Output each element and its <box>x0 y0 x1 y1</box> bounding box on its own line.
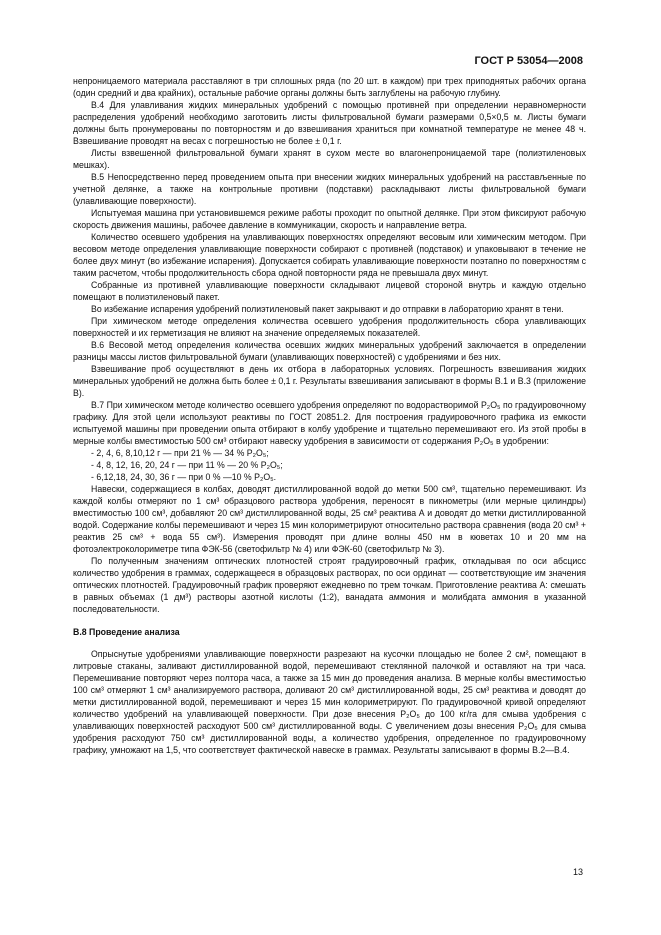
paragraph: В.6 Весовой метод определения количества осевших жидких минеральных удобрений заключается в определении разницы массы листов фильтровальной бумаги (улавливающих поверхностей) с удобрениями и без них. <box>73 340 586 362</box>
document-body <box>73 75 586 756</box>
paragraph: В.4 Для улавливания жидких минеральных удобрений с помощью противней при определении неравномерности распределения удобрений необходимо заготовить листы фильтровальной бумаги размерами 0,5×0,5 м. Листы бумаги должны быть пронумерованы по повторностям и до взвешивания храниться при комнатной температуре не менее 48 ч. Взвешивание проводят на весах с погрешностью не более ± 0,1 г. <box>73 100 586 146</box>
paragraph: В.7 При химическом методе количество осевшего удобрения определяют по водорастворимой P₂O₅ по градуировочному графику. Для этой цели используют реактивы по ГОСТ 20851.2. Для построения градуировочного графика из емкости испытуемой машины при проведении опыта отбирают в колбу удобрение и тщательно перемешивают его. Из этой пробы в мерные колбы вместимостью 500 см³ отбирают навеску удобрения в зависимости от содержания P₂O₅ в удобрении: <box>73 400 586 446</box>
dose-item: - 2, 4, 6, 8,10,12 г — при 21 % — 34 % P₂O₅; <box>91 448 269 458</box>
paragraph: Листы взвешенной фильтровальной бумаги хранят в сухом месте во влагонепроницаемой таре (полиэтиленовых мешках). <box>73 148 586 170</box>
document-standard-number: ГОСТ Р 53054—2008 <box>474 55 583 67</box>
dose-item: - 6,12,18, 24, 30, 36 г — при 0 % —10 % P₂O₅. <box>91 472 277 482</box>
paragraph-block-b <box>73 483 586 615</box>
dose-list <box>73 447 586 483</box>
paragraph-block-c <box>73 648 586 756</box>
paragraph: В.5 Непосредственно перед проведением опыта при внесении жидких минеральных удобрений на расстављенные по учетной делянке, а также на контрольные противни (подставки) раскладывают листы фильтровальной бумаги (улавливающие поверхности). <box>73 172 586 206</box>
paragraph: Навески, содержащиеся в колбах, доводят дистиллированной водой до метки 500 см³, тщательно перемешивают. Из каждой колбы отмеряют по 1 см³ образцового раствора удобрения, переносят в пикнометры (или мерные цилиндры) вместимостью 100 см³, добавляют 20 см³ дистиллированной воды, 25 см³ реактива А и доводят до метки дистиллированной водой. Содержание колбы перемешивают и через 15 мин колориметрируют относительно раствора сравнения (вода 20 см³ + реактив 25 см³ + вода 55 см³). Измерения проводят при длине волны 450 нм в кюветах 10 и 20 мм на фотоэлектроколориметре типа ФЭК-56 (светофильтр № 4) или ФЭК-60 (светофильтр № 3). <box>73 484 586 554</box>
dose-item: - 4, 8, 12, 16, 20, 24 г — при 11 % — 20 % P₂O₅; <box>91 460 283 470</box>
paragraph: По полученным значениям оптических плотностей строят градуировочный график, откладывая по оси абсцисс количество удобрения в граммах, содержащееся в образцовых растворах, по оси ординат — соответствующие им значения оптических плотностей. Градуировочный график проверяют ежедневно по трем точкам. Приготовление реактива А: смешать в равных объемах (1 дм³) растворы азотной кислоты (1:2), ванадата аммония и молибдата аммония в указанной последовательности. <box>73 556 586 614</box>
paragraph: Количество осевшего удобрения на улавливающих поверхностях определяют весовым или химическим методом. При весовом методе определения улавливающие поверхности собирают с противней (подставок) и упаковывают в течение не более двух минут (во избежание испарения). Допускается собирать улавливающие поверхности поэтапно по поверхностям с таким расчетом, чтобы продолжительность сбора одной повторности ряда не превышала двух минут. <box>73 232 586 278</box>
page-number: 13 <box>572 867 583 877</box>
paragraph: Собранные из противней улавливающие поверхности складывают лицевой стороной внутрь и каждую отдельно помещают в полиэтиленовый пакет. <box>73 280 586 302</box>
paragraph: Взвешивание проб осуществляют в день их отбора в лабораторных условиях. Погрешность взвешивания жидких минеральных удобрений не должна быть более ± 0,1 г. Результаты взвешивания записывают в формы В.1 и В.3 (приложение В). <box>73 364 586 398</box>
paragraph: При химическом методе определения количества осевшего удобрения продолжительность сбора улавливающих поверхностей и их герметизация не влияют на значение определяемых показателей. <box>73 316 586 338</box>
paragraph: непроницаемого материала расставляют в три сплошных ряда (по 20 шт. в каждом) при трех приподнятых рабочих органа (один средний и два крайних), остальные рабочие органы должны быть заглублены на рабочую глубину. <box>73 76 586 98</box>
paragraph: Опрыснутые удобрениями улавливающие поверхности разрезают на кусочки площадью не более 2 см², помещают в литровые стаканы, заливают дистиллированной водой, перемешивают стеклянной палочкой и оставляют на три часа. Перемешивание повторяют через полтора часа, а также за 15 мин до проведения анализа. В мерные колбы вместимостью 100 см³ отмеряют 1 см³ анализируемого раствора, доливают 20 см³ дистиллированной воды, 25 см³ реактива и доводят до метки дистиллированной водой, перемешивают и через 15 мин колориметрируют. По градуировочной кривой определяют количество удобрений на улавливающей поверхности. При дозе внесения P₂O₅ до 100 кг/га для смыва удобрения с улавливающих поверхностей расходуют 500 см³ дистиллированной воды. С увеличением дозы внесения P₂O₅ для смыва удобрения расходуют 750 см³ дистиллированной воды, а количество удобрения, определенное по градуировочному графику, умножают на 1,5, что соответствует фактической навеске в граммах. Результаты записывают в формы В.2—В.4. <box>73 649 586 755</box>
paragraph: Во избежание испарения удобрений полиэтиленовый пакет закрывают и до отправки в лабораторию хранят в тени. <box>91 304 564 314</box>
paragraph: Испытуемая машина при установившемся режиме работы проходит по опытной делянке. При этом фиксируют рабочую скорость движения машины, рабочее давление в коммуникации, скорость и направление ветра. <box>73 208 586 230</box>
paragraph-block-a <box>73 75 586 447</box>
section-title: В.8 Проведение анализа <box>73 627 180 637</box>
